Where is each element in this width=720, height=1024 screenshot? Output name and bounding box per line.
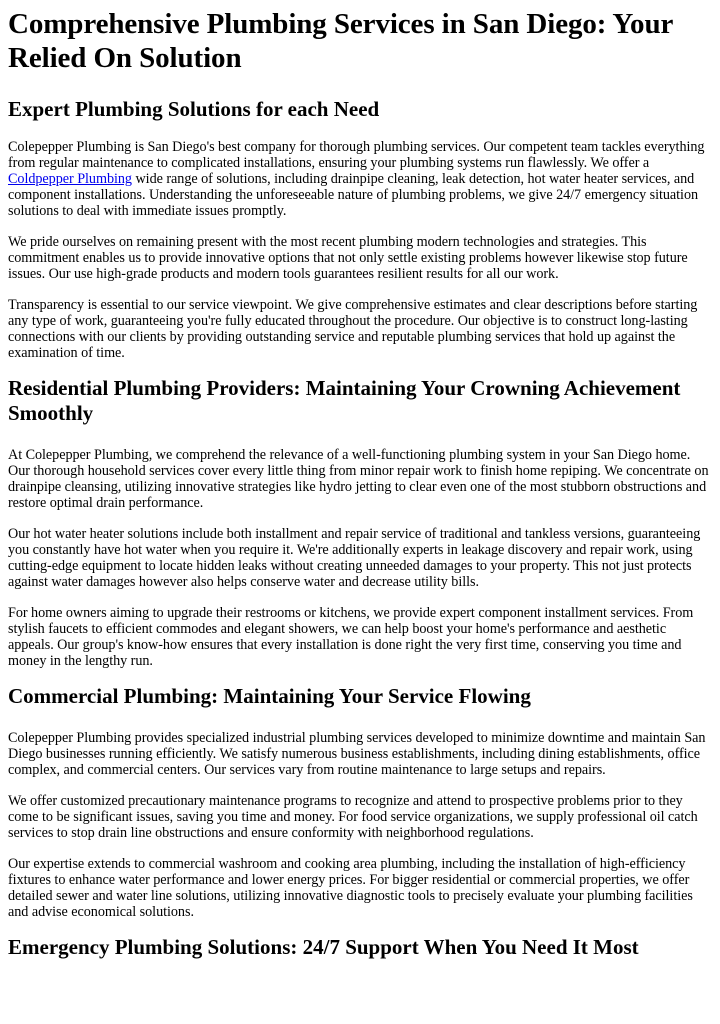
section-heading-residential: Residential Plumbing Providers: Maintaining Your Crowning Achievement Smoothly	[8, 376, 681, 425]
paragraph-intro	[8, 139, 712, 219]
coldpepper-plumbing-link[interactable]: Coldpepper Plumbing	[8, 171, 132, 187]
section-heading-expert-solutions: Expert Plumbing Solutions for each Need	[8, 97, 380, 121]
paragraph-residential-intro: At Colepepper Plumbing, we comprehend the relevance of a well-functioning plumbing system in your San Diego home. Our thorough household services cover every little thing from minor repair work to finish home repiping. We concentrate on drainpipe cleansing, utilizing innovative strategies like hydro jetting to clear even one of the most stubborn obstructions and restore optimal drain performance.	[8, 447, 709, 511]
paragraph-technology: We pride ourselves on remaining present with the most recent plumbing modern technologies and strategies. This commitment enables us to provide innovative options that not only settle existing problems however likewise stop future issues. Our use high-grade products and modern tools guarantees resilient results for all our work.	[8, 234, 688, 282]
paragraph-intro-text-before-link: Colepepper Plumbing is San Diego's best company for thorough plumbing services. Our competent team tackles everything from regular maintenance to complicated installations, ensuring your plumbing systems run flawlessly. We offer a	[8, 139, 705, 171]
paragraph-commercial-intro: Colepepper Plumbing provides specialized industrial plumbing services developed to minimize downtime and maintain San Diego businesses running efficiently. We satisfy numerous business establishments, including dining establishments, office complex, and commercial centers. Our services vary from routine maintenance to large setups and repairs.	[8, 730, 706, 778]
section-heading-commercial: Commercial Plumbing: Maintaining Your Service Flowing	[8, 684, 531, 708]
paragraph-intro-text-after-link: wide range of solutions, including drainpipe cleaning, leak detection, hot water heater services, and component installations. Understanding the unforeseeable nature of plumbing problems, we give 24/7 emergency situation solutions to deal with immediate issues promptly.	[8, 171, 699, 219]
section-heading-emergency: Emergency Plumbing Solutions: 24/7 Support When You Need It Most	[8, 935, 639, 959]
paragraph-commercial-expertise: Our expertise extends to commercial washroom and cooking area plumbing, including the installation of high-efficiency fixtures to enhance water performance and lower energy prices. For bigger residential or commercial properties, we offer detailed sewer and water line solutions, utilizing innovative diagnostic tools to precisely evaluate your plumbing facilities and advise economical solutions.	[8, 856, 693, 920]
paragraph-maintenance-programs: We offer customized precautionary maintenance programs to recognize and attend to prospective problems prior to they come to be significant issues, saving you time and money. For food service organizations, we supply professional oil catch services to stop drain line obstructions and ensure conformity with neighborhood regulations.	[8, 793, 698, 841]
article	[0, 7, 720, 960]
paragraph-transparency: Transparency is essential to our service viewpoint. We give comprehensive estimates and clear descriptions before starting any type of work, guaranteeing you're fully educated throughout the procedure. Our objective is to construct long-lasting connections with our clients by providing outstanding service and reputable plumbing services that hold up against the examination of time.	[8, 297, 698, 361]
paragraph-fixtures: For home owners aiming to upgrade their restrooms or kitchens, we provide expert component installment services. From stylish faucets to efficient commodes and elegant showers, we can help boost your home's performance and aesthetic appeals. Our group's know-how ensures that every installation is done right the very first time, conserving you time and money in the lengthy run.	[8, 605, 694, 669]
page-title: Comprehensive Plumbing Services in San Diego: Your Relied On Solution	[8, 8, 673, 74]
paragraph-hot-water: Our hot water heater solutions include both installment and repair service of traditional and tankless versions, guaranteeing you constantly have hot water when you require it. We're additionally experts in leakage discovery and repair work, using cutting-edge equipment to locate hidden leaks without creating unneeded damages to your property. This not just protects against water damages however also helps conserve water and decrease utility bills.	[8, 526, 701, 590]
